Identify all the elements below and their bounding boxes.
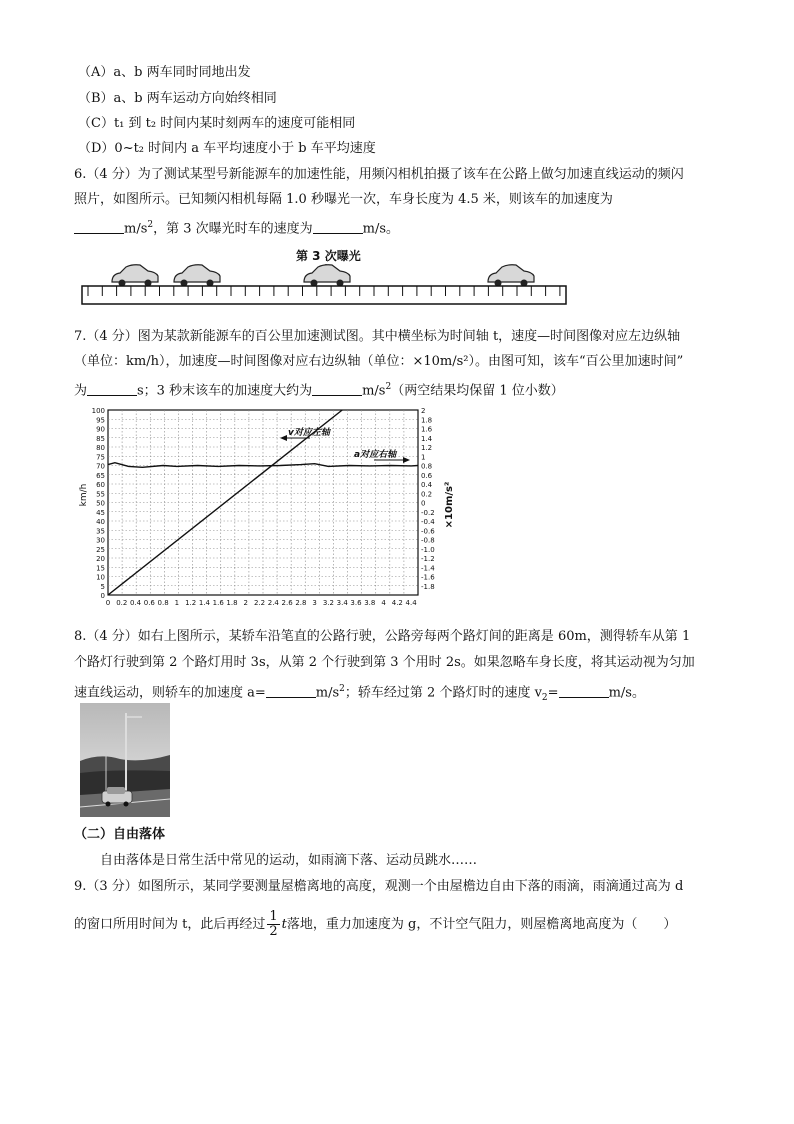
right-tick-label: -0.4 xyxy=(421,518,435,526)
left-tick-label: 25 xyxy=(96,545,105,554)
left-tick-label: 90 xyxy=(96,425,105,434)
left-tick-label: 55 xyxy=(96,490,105,499)
right-axis-label: ×10m/s² xyxy=(444,481,455,529)
x-tick-label: 0 xyxy=(105,599,111,607)
right-tick-label: 1.8 xyxy=(421,416,433,425)
x-tick-label: 2.4 xyxy=(267,599,279,607)
q6-text-line1: 6.（4 分）为了测试某型号新能源车的加速性能，用频闪相机拍摄了该车在公路上做匀加速直线运动的频闪 xyxy=(74,167,684,182)
left-tick-label: 20 xyxy=(96,555,105,563)
q6-blank-acceleration[interactable] xyxy=(74,220,124,234)
x-tick-label: 4 xyxy=(381,599,386,607)
q7-text-line1: 7.（4 分）图为某款新能源车的百公里加速测试图。其中横坐标为时间轴 t，速度—时间图像对应左边纵轴 xyxy=(74,329,681,344)
x-tick-label: 2.8 xyxy=(295,599,307,607)
right-tick-label: 1.2 xyxy=(421,444,433,452)
x-tick-label: 1.6 xyxy=(212,599,224,607)
q6-text-line2: 照片，如图所示。已知频闪相机每隔 1.0 秒曝光一次，车身长度为 4.5 米，则该车的加速度为 xyxy=(74,192,613,207)
left-tick-label: 95 xyxy=(96,416,105,425)
street-lamp-photo xyxy=(80,703,170,817)
right-tick-label: -0.2 xyxy=(421,508,435,517)
right-tick-label: 0.4 xyxy=(421,481,433,489)
annotation-a-axis: a对应右轴 xyxy=(354,450,397,460)
x-tick-label: 0.8 xyxy=(157,599,169,607)
q5-option-a: （A）a、b 两车同时同地出发 xyxy=(78,65,251,80)
q6-blank-velocity[interactable] xyxy=(313,220,363,234)
left-tick-label: 75 xyxy=(96,453,105,462)
left-tick-label: 60 xyxy=(96,481,105,489)
left-tick-label: 15 xyxy=(96,564,105,573)
q9-text-line1: 9.（3 分）如图所示，某同学要测量屋檐离地的高度，观测一个由屋檐边自由下落的雨滴，雨滴通过高为 d xyxy=(74,879,684,894)
left-tick-label: 85 xyxy=(96,434,105,443)
acceleration-chart xyxy=(74,400,464,612)
x-tick-label: 1 xyxy=(174,599,180,607)
right-tick-label: 1.4 xyxy=(421,434,433,443)
fraction-one-half: $\frac{1}{2}$ xyxy=(269,909,278,939)
left-tick-label: 30 xyxy=(96,536,105,545)
q5-option-d: （D）0~t₂ 时间内 a 车平均速度小于 b 车平均速度 xyxy=(78,141,376,156)
left-tick-label: 40 xyxy=(96,518,105,526)
left-tick-label: 80 xyxy=(96,444,105,452)
left-tick-label: 5 xyxy=(100,582,105,591)
left-tick-label: 10 xyxy=(96,573,105,582)
x-tick-label: 3 xyxy=(312,599,317,607)
x-tick-label: 0.4 xyxy=(129,599,142,607)
right-tick-label: 0 xyxy=(421,499,426,508)
q8-text-line1: 8.（4 分）如右上图所示，某轿车沿笔直的公路行驶，公路旁每两个路灯间的距离是 60m，测得轿车从第 1 xyxy=(74,629,691,644)
x-tick-label: 2.6 xyxy=(281,599,293,607)
x-tick-label: 3.4 xyxy=(336,599,348,607)
x-tick-label: 2 xyxy=(243,599,249,607)
section-title: （二）自由落体 xyxy=(74,827,166,842)
car-icon xyxy=(112,265,158,287)
right-tick-label: 0.8 xyxy=(421,462,433,471)
q8-text-line3: 速直线运动，则轿车的加速度 $a= m/s^2$；轿车经过第 2 个路灯时的速度 $v_2= m/s$。 xyxy=(74,684,645,703)
x-tick-label: 1.4 xyxy=(198,599,211,607)
q6-text-line3: $m/s^2$，第 3 次曝光时车的速度为 m/s。 xyxy=(74,216,399,238)
x-tick-label: 3.2 xyxy=(322,599,335,607)
q7-text-line2: （单位：km/h），加速度—时间图像对应右边纵轴（单位：×10m/s²）。由图可知，该车“百公里加速时间” xyxy=(74,354,684,369)
right-tick-label: -0.8 xyxy=(421,536,435,545)
car-icon xyxy=(174,265,220,287)
x-tick-label: 1.2 xyxy=(185,599,197,607)
q8-text-line2: 个路灯行驶到第 2 个路灯用时 3s，从第 2 个行驶到第 3 个用时 2s。如果忽略车身长度，将其运动视为匀加 xyxy=(74,655,695,670)
right-tick-label: 1 xyxy=(421,453,426,462)
q7-text-line3: 为 s；3 秒末该车的加速度大约为 $m/s^2$（两空结果均保留 1 位小数） xyxy=(74,382,564,399)
car-icon xyxy=(304,265,350,287)
right-tick-label: -0.6 xyxy=(421,527,435,536)
left-tick-label: 0 xyxy=(100,592,105,600)
car-icon xyxy=(488,265,534,287)
x-tick-label: 4.2 xyxy=(391,599,403,607)
q7-blank-acceleration[interactable] xyxy=(312,382,362,396)
right-tick-label: -1.0 xyxy=(421,545,435,554)
right-tick-label: -1.2 xyxy=(421,555,435,563)
left-tick-label: 70 xyxy=(96,462,105,471)
q7-blank-time[interactable] xyxy=(87,382,137,396)
left-tick-label: 65 xyxy=(96,471,105,480)
x-tick-label: 0.6 xyxy=(143,599,155,607)
q5-option-c: （C）t₁ 到 t₂ 时间内某时刻两车的速度可能相同 xyxy=(78,116,356,131)
right-tick-label: -1.8 xyxy=(421,582,435,591)
right-tick-label: -1.4 xyxy=(421,564,435,573)
x-tick-label: 2.2 xyxy=(253,599,266,607)
right-tick-label: 0.2 xyxy=(421,490,433,499)
x-tick-label: 0.2 xyxy=(116,599,128,607)
right-tick-label: 0.6 xyxy=(421,471,433,480)
right-tick-label: 1.6 xyxy=(421,425,433,434)
q8-blank-velocity[interactable] xyxy=(559,684,609,698)
right-tick-label: 2 xyxy=(421,407,426,415)
q8-blank-acceleration[interactable] xyxy=(266,684,316,698)
left-tick-label: 100 xyxy=(91,407,105,415)
section-intro: 自由落体是日常生活中常见的运动，如雨滴下落、运动员跳水…… xyxy=(100,853,478,868)
left-tick-label: 50 xyxy=(96,499,105,508)
left-tick-label: 35 xyxy=(96,527,105,536)
x-tick-label: 3.8 xyxy=(364,599,376,607)
right-tick-label: -1.6 xyxy=(421,573,435,582)
x-tick-label: 3.6 xyxy=(350,599,362,607)
q9-text-line2: 的窗口所用时间为 t，此后再经过 $\frac{1}{2}$ t落地，重力加速度为 g，不计空气阻力，则屋檐离地高度为（ ） xyxy=(74,909,677,939)
annotation-v-axis: v对应左轴 xyxy=(288,428,330,438)
q5-option-b: （B）a、b 两车运动方向始终相同 xyxy=(78,91,277,106)
x-tick-label: 1.8 xyxy=(226,599,238,607)
x-tick-label: 4.4 xyxy=(405,599,417,607)
q6-strobe-figure xyxy=(80,246,570,308)
q6-figure-label: 第 3 次曝光 xyxy=(296,249,361,263)
left-tick-label: 45 xyxy=(96,508,105,517)
left-axis-label: km/h xyxy=(79,483,89,507)
